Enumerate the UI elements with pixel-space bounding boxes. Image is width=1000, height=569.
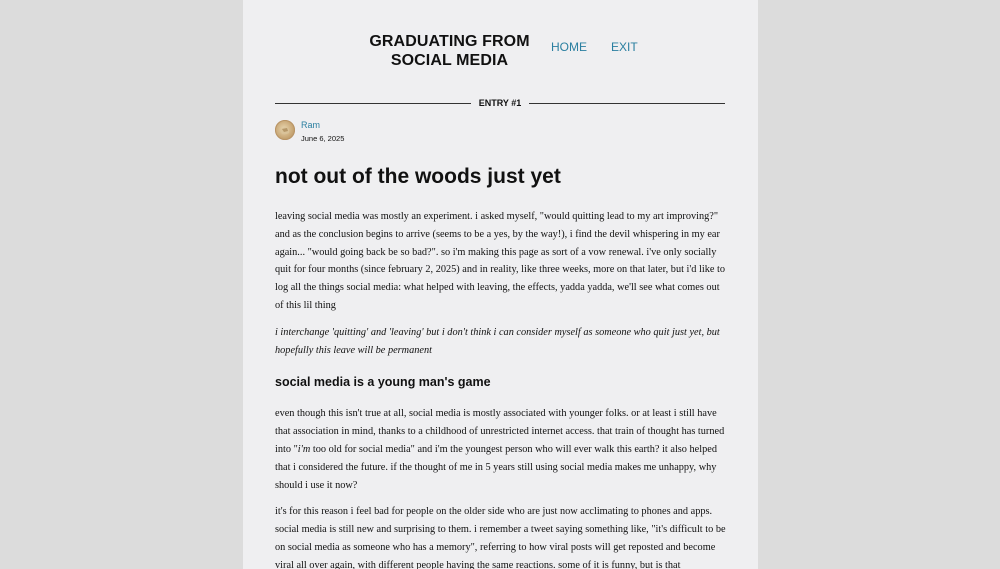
nav-exit-link[interactable]: EXIT [611, 40, 638, 54]
site-header [275, 32, 725, 72]
avatar[interactable] [275, 120, 295, 140]
nav-home-link[interactable]: HOME [551, 40, 587, 54]
site-title-line2: SOCIAL MEDIA [390, 52, 509, 69]
post-title: not out of the woods just yet [275, 165, 561, 188]
paragraph-text: even though this isn't true at all, social media is mostly associated with younger folks. or at least i still have that association in mind, thanks to a childhood of unrestricted internet access. that train of thought has turned into " [275, 408, 725, 455]
avatar-image-icon [275, 120, 295, 140]
section-heading: social media is a young man's game [275, 375, 491, 390]
page-panel [243, 0, 758, 569]
entry-label: ENTRY #1 [275, 98, 725, 109]
paragraph-text: too old for social media" and i'm the youngest person who will ever walk this earth? it also helped that i considered the future. if the thought of me in 5 years still using social media makes me unhappy, why should i use it now? [275, 443, 717, 491]
post-body [275, 208, 727, 569]
post-paragraph: leaving social media was mostly an experiment. i asked myself, "would quitting lead to my art improving?" and as the conclusion begins to arrive (seems to be a yes, by the way!), i find the devil whispering in my ear again... "would going back be so bad?". so i'm making this page as sort of a vow renewal. i've only socially quit for four months (since february 2, 2025) and in reality, like three weeks, more on that later, but i'd like to log all the things social media: what helped with leaving, the effects, yadda yadda, we'll see what comes out of this lil thing [275, 211, 725, 311]
site-title[interactable] [367, 32, 532, 70]
entry-divider [275, 98, 725, 110]
post-note: i interchange 'quitting' and 'leaving' but i don't think i can consider myself as someone who quit just yet, but hopefully this leave will be permanent [275, 326, 720, 356]
post-paragraph [275, 405, 727, 494]
post-date: June 6, 2025 [301, 134, 345, 143]
emphasis-text: i'm [297, 443, 311, 455]
author-name-link[interactable]: Ram [301, 120, 321, 130]
site-title-line1: GRADUATING FROM [369, 33, 530, 50]
post-paragraph: it's for this reason i feel bad for people on the older side who are just now acclimating to phones and apps. social media is still new and surprising to them. i remember a tweet saying something like, "it's difficult to be on social media as someone who has a memory", referring to how viral posts will get reposted and become viral all over again, with different people having the same reactions. some of it is funny, but is that [275, 506, 726, 569]
